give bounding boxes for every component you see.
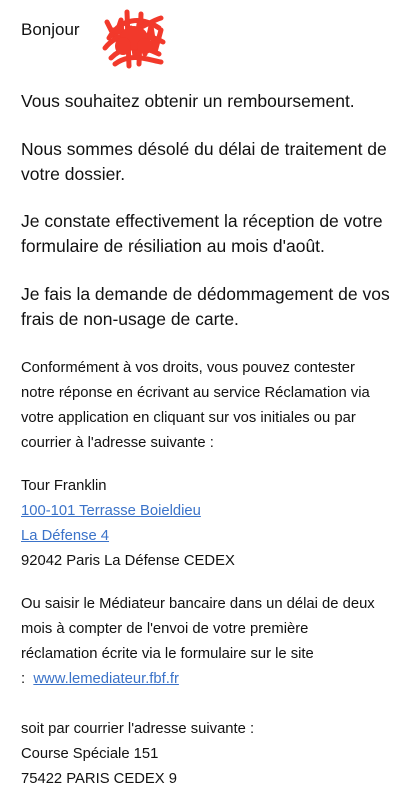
mail-intro: soit par courrier l'adresse suivante :: [21, 721, 255, 737]
address-street-link[interactable]: 100-101 Terrasse Boieldieu: [21, 503, 201, 519]
paragraph-line: notre réponse en écrivant au service Réclamation via: [21, 385, 370, 401]
paragraph-line: Vous souhaitez obtenir un remboursement.: [21, 91, 355, 111]
redacted-name-scribble: [101, 8, 167, 70]
mail-address-line2: 75422 PARIS CEDEX 9: [21, 771, 177, 787]
paragraph-line: courrier à l'adresse suivante :: [21, 435, 214, 451]
paragraph-rights: [21, 356, 401, 456]
paragraph-mediator: [21, 592, 401, 692]
paragraph-line: Nous sommes désolé du délai de traitement de: [21, 139, 387, 159]
mediator-website-link[interactable]: www.lemediateur.fbf.fr: [33, 671, 179, 687]
paragraph-line: Conformément à vos droits, vous pouvez contester: [21, 360, 355, 376]
paragraph-line: formulaire de résiliation au mois d'août.: [21, 236, 325, 256]
paragraph-line: mois à compter de l'envoi de votre première: [21, 621, 309, 637]
paragraph-form-received: [21, 209, 401, 259]
paragraph-line: frais de non-usage de carte.: [21, 309, 239, 329]
paragraph-line: votre application en cliquant sur vos initiales ou par: [21, 410, 356, 426]
mediator-link-prefix: :: [21, 671, 34, 687]
mail-address-line1: Course Spéciale 151: [21, 746, 159, 762]
paragraph-refund-request: [21, 89, 401, 114]
paragraph-line: Je fais la demande de dédommagement de vos: [21, 284, 390, 304]
paragraph-line: Ou saisir le Médiateur bancaire dans un délai de deux: [21, 596, 375, 612]
paragraph-line: Je constate effectivement la réception de votre: [21, 211, 383, 231]
address-city: 92042 Paris La Défense CEDEX: [21, 553, 235, 569]
greeting-text: Bonjour: [21, 20, 80, 39]
mail-option: [21, 717, 401, 792]
paragraph-apology: [21, 137, 401, 187]
paragraph-line: votre dossier.: [21, 164, 126, 184]
greeting: [21, 18, 80, 42]
address-district-link[interactable]: La Défense 4: [21, 528, 110, 544]
address-reclamation: [21, 474, 401, 574]
paragraph-line: réclamation écrite via le formulaire sur le site: [21, 646, 314, 662]
address-name: Tour Franklin: [21, 478, 107, 494]
paragraph-compensation: [21, 282, 401, 332]
